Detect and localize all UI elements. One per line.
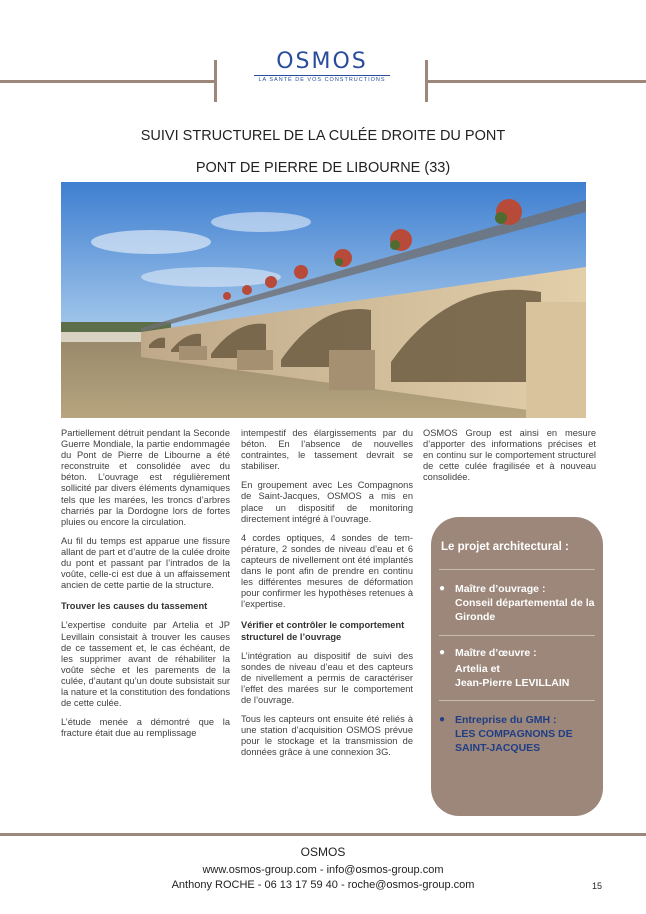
text-column-3	[423, 428, 596, 491]
project-item-value: Conseil départemental de la Gironde	[455, 597, 595, 623]
project-item-contractor	[439, 713, 599, 755]
project-item-value: LES COMPAGNONS DE SAINT-JACQUES	[455, 728, 573, 754]
page-number: 15	[592, 881, 603, 891]
paragraph: Tous les capteurs ont ensuite été reliés à une station d’acquisition OSMOS prévue pour le stockage et la transmission de données grâce à une connexion 3G.	[241, 714, 413, 758]
header-tick-right	[425, 60, 428, 102]
document-subtitle: PONT DE PIERRE DE LIBOURNE (33)	[195, 160, 451, 176]
paragraph: En groupement avec Les Compagnons de Saint-Jacques, OSMOS a mis en place un dispositif de monitoring directement intégré à l’ouvrage.	[241, 480, 413, 524]
header-rule-right	[428, 80, 646, 83]
project-item-value: Artelia et	[455, 663, 500, 675]
footer-company: OSMOS	[300, 845, 346, 859]
section-heading: Vérifier et contrôler le comportement structurel de l’ouvrage	[241, 620, 405, 642]
section-heading: Trouver les causes du tassement	[61, 601, 208, 612]
text-column-1	[61, 428, 230, 747]
paragraph: intempestif des élargissements par du béton. En l’absence de nouvelles contraintes, le tassement devrait se stabiliser.	[241, 428, 413, 472]
bullet-icon: ●	[439, 583, 446, 594]
bullet-icon: ●	[439, 714, 446, 725]
paragraph: L’étude menée a démontré que la fracture était due au remplissage	[61, 717, 230, 739]
project-item-label: Maître d’ouvrage :	[455, 583, 546, 595]
project-item-label: Maître d’œuvre :	[455, 647, 537, 659]
project-item-value: Jean-Pierre LEVILLAIN	[455, 677, 570, 689]
footer-contact-person: Anthony ROCHE - 06 13 17 59 40 - roche@osmos-group.com	[171, 879, 475, 891]
document-title: SUIVI STRUCTUREL DE LA CULÉE DROITE DU PONT	[140, 128, 506, 144]
paragraph: 4 cordes optiques, 4 sondes de température, 2 sondes de niveau d’eau et 6 capteurs de nivellement ont été implantés dans le pont afin de prendre en continu les différentes mesures de déformation pour confirmer les hypothèses retenues à l’expertise.	[241, 532, 413, 610]
osmos-logo	[236, 50, 408, 83]
project-item-label: Entreprise du GMH :	[455, 714, 557, 726]
paragraph: OSMOS Group est ainsi en mesure d’apporter des informations précises et en continu sur le comportement structurel de cette culée fragilisée et à nouveau consolidée.	[423, 428, 596, 483]
project-info-box	[431, 517, 603, 816]
header-rule-left	[0, 80, 214, 83]
bridge-photo	[61, 182, 586, 418]
project-item-owner	[439, 582, 599, 624]
footer-contact-web: www.osmos-group.com - info@osmos-group.com	[202, 864, 444, 876]
logo-tagline: LA SANTÉ DE VOS CONSTRUCTIONS	[258, 77, 386, 83]
footer-rule	[0, 833, 646, 836]
paragraph: L’expertise conduite par Artelia et JP Levillain consistait à trouver les causes de ce tassement et, le cas échéant, de les supprimer avant de réhabiliter la voûte sèche et les parements de la culée, d’autant qu’un doute subsistait sur la nature et la constitution des fondations de cette culée.	[61, 620, 231, 709]
paragraph: L’intégration au dispositif de suivi des sondes de niveau d’eau et des capteurs de nivellement a permis de caractériser l’effet des marées sur le comportement de l’ouvrage.	[241, 650, 413, 705]
paragraph: Au fil du temps est apparue une fissure allant de part et d’autre de la culée droite du pont et passant par l’intrados de la voûte, celle-ci est due à un affaissement ancien de cette partie de la structure.	[61, 535, 230, 591]
project-item-architect	[439, 646, 599, 690]
header-tick-left	[214, 60, 217, 102]
box-divider	[439, 635, 595, 636]
text-column-2	[241, 428, 413, 766]
box-divider	[439, 700, 595, 701]
bullet-icon: ●	[439, 647, 446, 658]
paragraph: Partiellement détruit pendant la Seconde Guerre Mondiale, la partie endommagée du Pont de Pierre de Libourne a été reconstruite et consolidée avec du béton. L’ouvrage est régulièrement sollicité par divers éléments dynamiques tels que les marées, les troncs d’arbres charriés par la Dordogne lors de fortes pluies ou encore la circulation.	[61, 428, 230, 527]
logo-wordmark: OSMOS	[276, 49, 368, 74]
box-divider	[439, 569, 595, 570]
project-box-title: Le projet architectural :	[441, 541, 569, 553]
logo-underline	[254, 75, 390, 76]
